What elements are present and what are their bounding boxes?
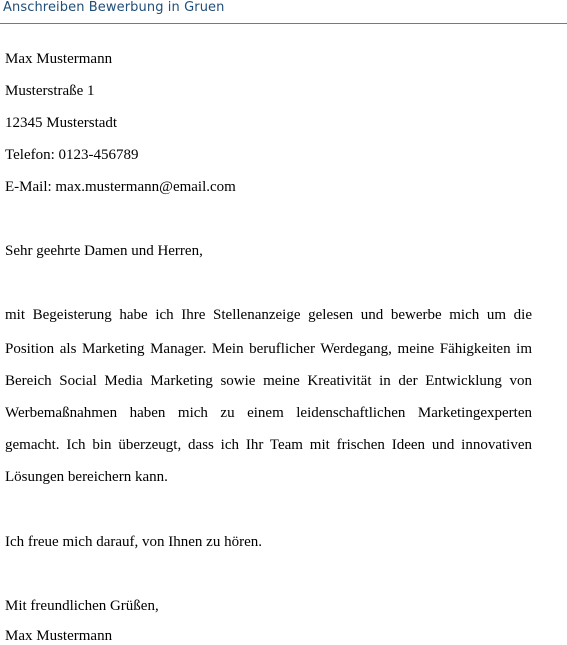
sender-email: E-Mail: max.mustermann@email.com (5, 179, 236, 195)
document-title: Anschreiben Bewerbung in Gruen (3, 0, 225, 15)
sender-street: Musterstraße 1 (5, 83, 95, 99)
body-line-2: Position als Marketing Manager. Mein beruflicher Werdegang, meine Fähigkeiten im (5, 341, 532, 357)
body-line-3: Bereich Social Media Marketing sowie meine Kreativität in der Entwicklung von (5, 373, 532, 389)
body-line-1: mit Begeisterung habe ich Ihre Stellenanzeige gelesen und bewerbe mich um die (5, 307, 532, 323)
salutation: Sehr geehrte Damen und Herren, (5, 243, 203, 259)
document-header (0, 0, 567, 24)
closing-sentence: Ich freue mich darauf, von Ihnen zu hören. (5, 534, 262, 550)
closing: Mit freundlichen Grüßen, (5, 598, 159, 614)
sender-phone: Telefon: 0123-456789 (5, 147, 139, 163)
body-line-4: Werbemaßnahmen haben mich zu einem leidenschaftlichen Marketingexperten (5, 405, 532, 421)
sender-name: Max Mustermann (5, 51, 113, 67)
signature: Max Mustermann (5, 628, 113, 644)
body-line-6: Lösungen bereichern kann. (5, 469, 168, 485)
sender-city: 12345 Musterstadt (5, 115, 118, 131)
body-line-5: gemacht. Ich bin überzeugt, dass ich Ihr Team mit frischen Ideen und innovativen (5, 437, 532, 453)
